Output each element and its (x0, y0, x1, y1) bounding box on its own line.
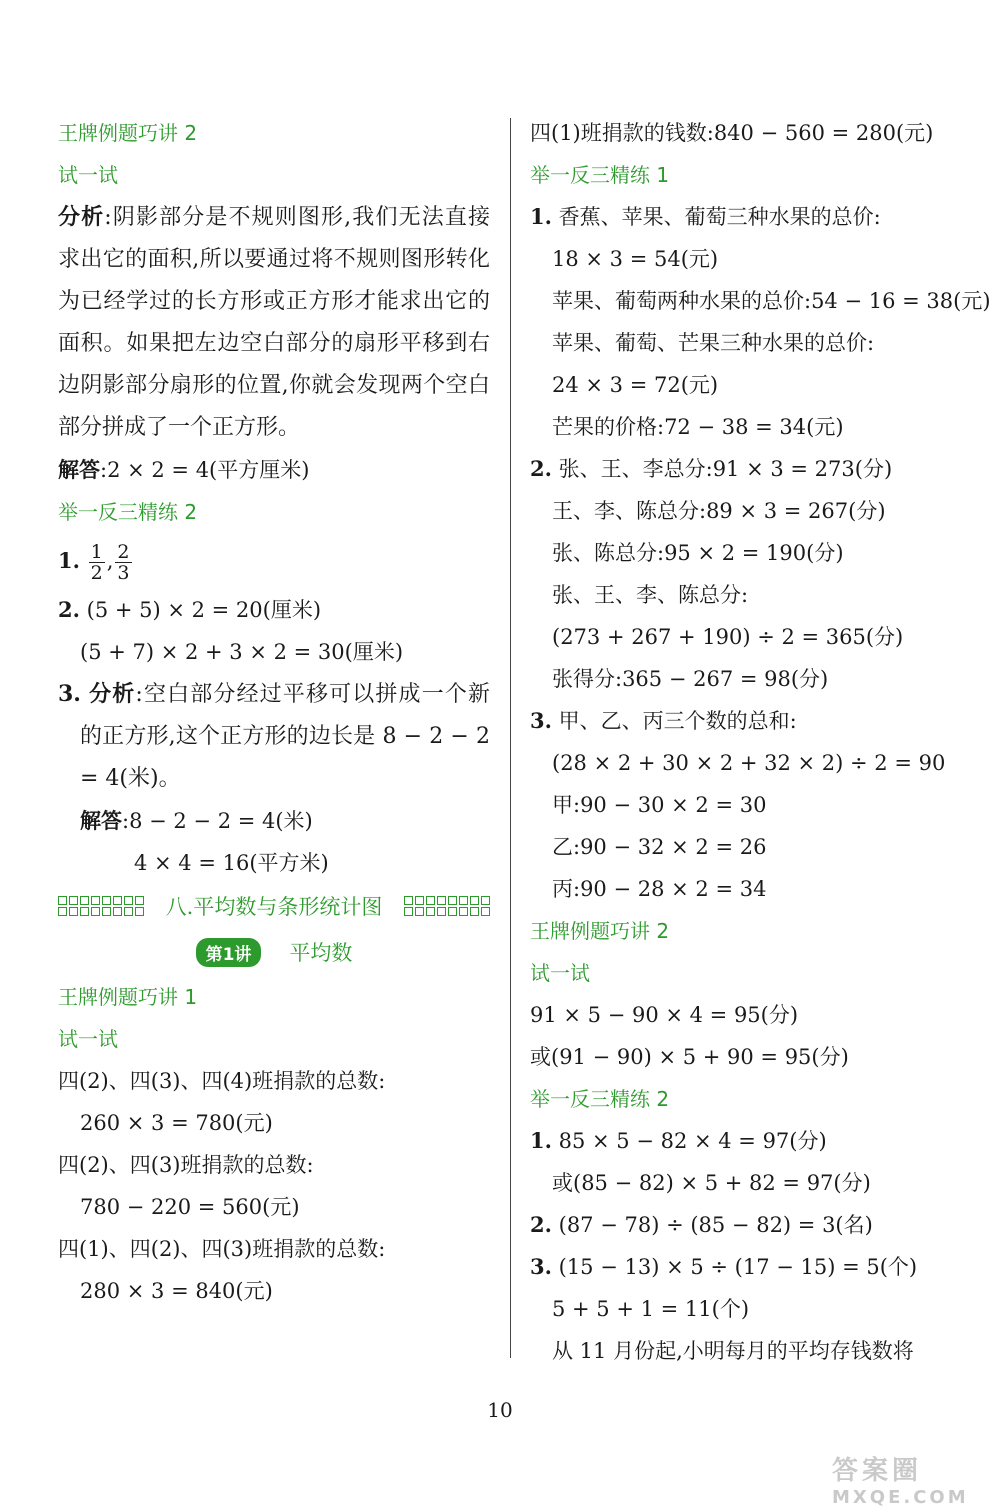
q3-answer-text-1: :8 − 2 − 2 = 4(米) (122, 809, 313, 833)
r-p3-number: 3. (530, 1254, 552, 1279)
section-title: 八.平均数与条形统计图 (165, 895, 383, 919)
heading-practice-2: 举一反三精练 2 (58, 500, 198, 524)
fraction-one-half: $\frac{1}{2}$ (90, 541, 103, 584)
q3-analysis (58, 673, 490, 800)
r-p1-text-1: 85 × 5 − 82 × 4 = 97(分) (558, 1129, 827, 1153)
q3-answer-line-1 (58, 800, 490, 842)
q3-analysis-label: 分析 (89, 681, 136, 707)
r-q2-line-4: 张、王、李、陈总分: (552, 583, 749, 607)
r-q3-line-3: 甲:90 − 30 × 2 = 30 (552, 793, 767, 817)
r-try-line-2: 或(91 − 90) × 5 + 90 = 95(分) (530, 1045, 849, 1069)
heading-practice-2-right: 举一反三精练 2 (530, 1087, 670, 1111)
r-q3-text-1: 甲、乙、丙三个数的总和: (558, 709, 797, 733)
watermark-top: 答案圈 (832, 1456, 923, 1486)
r-q1-line-5: 24 × 3 = 72(元) (552, 373, 719, 397)
r-p1-line-2: 或(85 − 82) × 5 + 82 = 97(分) (552, 1171, 871, 1195)
section-decoration-right (404, 896, 490, 916)
r-q3-number: 3. (530, 708, 552, 733)
answer-label: 解答 (58, 457, 100, 482)
r-q1-line-6: 芒果的价格:72 − 38 = 34(元) (552, 415, 844, 439)
q3-answer-line-2: 4 × 4 = 16(平方米) (134, 851, 329, 875)
q2-text-1: (5 + 5) × 2 = 20(厘米) (86, 598, 322, 622)
q2-number: 2. (58, 597, 80, 622)
r-q2-line-3: 张、陈总分:95 × 2 = 190(分) (552, 541, 844, 565)
r-q1-line-3: 苹果、葡萄两种水果的总价:54 − 16 = 38(元) (552, 289, 991, 313)
r-q1-line-1 (530, 196, 970, 238)
r-q1-number: 1. (530, 204, 552, 229)
heading-try-right: 试一试 (530, 961, 590, 985)
r-q1-line-4: 苹果、葡萄、芒果三种水果的总价: (552, 331, 875, 355)
q2-line-2: (5 + 7) × 2 + 3 × 2 = 30(厘米) (80, 640, 404, 664)
heading-practice-1: 举一反三精练 1 (530, 163, 670, 187)
r-p3-line-3: 从 11 月份起,小明每月的平均存钱数将 (552, 1339, 914, 1363)
r-try-line-1: 91 × 5 − 90 × 4 = 95(分) (530, 1003, 799, 1027)
r-q3-line-4: 乙:90 − 32 × 2 = 26 (552, 835, 767, 859)
right-column (530, 112, 991, 1372)
r-p3-text-1: (15 − 13) × 5 ÷ (17 − 15) = 5(个) (558, 1255, 918, 1279)
q3-analysis-text: :空白部分经过平移可以拼成一个新的正方形,这个正方形的边长是 8 − 2 − 2 = 4(米)。 (80, 682, 490, 791)
page-number: 10 (487, 1398, 513, 1422)
r-q1-text-1: 香蕉、苹果、葡萄三种水果的总价: (558, 205, 881, 229)
answer-line (58, 449, 490, 491)
answer-text: :2 × 2 = 4(平方厘米) (100, 458, 310, 482)
fraction-separator: , (106, 549, 114, 573)
lesson-title: 平均数 (289, 941, 353, 965)
r-q2-text-1: 张、王、李总分:91 × 3 = 273(分) (558, 457, 893, 481)
watermark-logo (832, 1450, 982, 1506)
left-line-5: 四(1)、四(2)、四(3)班捐款的总数: (58, 1237, 386, 1261)
q2-line-1 (58, 589, 490, 631)
r-q2-line-6: 张得分:365 − 267 = 98(分) (552, 667, 829, 691)
fraction-two-thirds: $\frac{2}{3}$ (117, 541, 130, 584)
r-p2-line-1 (530, 1204, 970, 1246)
r-p2-number: 2. (530, 1212, 552, 1237)
section-header (58, 884, 490, 928)
r-q2-line-5: (273 + 267 + 190) ÷ 2 = 365(分) (552, 625, 904, 649)
section-decoration-left (58, 896, 144, 916)
left-column (58, 112, 490, 1312)
q3-number: 3. (58, 681, 81, 707)
r-p1-line-1 (530, 1120, 970, 1162)
q1-number: 1. (58, 548, 80, 573)
r-q2-line-1 (530, 448, 970, 490)
heading-example-2-right: 王牌例题巧讲 2 (530, 919, 670, 943)
heading-try-2: 试一试 (58, 1027, 118, 1051)
r-p2-text-1: (87 − 78) ÷ (85 − 82) = 3(名) (558, 1213, 873, 1237)
r-p3-line-2: 5 + 5 + 1 = 11(个) (552, 1297, 750, 1321)
left-line-4: 780 − 220 = 560(元) (80, 1195, 300, 1219)
r-q2-line-2: 王、李、陈总分:89 × 3 = 267(分) (552, 499, 886, 523)
lesson-badge: 第1讲 (196, 938, 262, 967)
heading-try: 试一试 (58, 163, 118, 187)
r-p3-line-1 (530, 1246, 970, 1288)
left-line-3: 四(2)、四(3)班捐款的总数: (58, 1153, 314, 1177)
r-q3-line-1 (530, 700, 970, 742)
analysis-label: 分析 (58, 204, 105, 230)
r-q2-number: 2. (530, 456, 552, 481)
left-line-6: 280 × 3 = 840(元) (80, 1279, 273, 1303)
left-line-1: 四(2)、四(3)、四(4)班捐款的总数: (58, 1069, 386, 1093)
right-line-0: 四(1)班捐款的钱数:840 − 560 = 280(元) (530, 121, 934, 145)
analysis-text: :阴影部分是不规则图形,我们无法直接求出它的面积,所以要通过将不规则图形转化为已经学过的长方形或正方形才能求出它的面积。如果把左边空白部分的扇形平移到右边阴影部分扇形的位置,你就会发现两个空白部分拼成了一个正方形。 (58, 205, 490, 440)
q1-line (58, 533, 490, 589)
analysis-paragraph (58, 196, 490, 449)
heading-example-1: 王牌例题巧讲 1 (58, 985, 198, 1009)
r-q1-line-2: 18 × 3 = 54(元) (552, 247, 719, 271)
heading-example-2: 王牌例题巧讲 2 (58, 121, 198, 145)
left-line-2: 260 × 3 = 780(元) (80, 1111, 273, 1135)
r-q3-line-5: 丙:90 − 28 × 2 = 34 (552, 877, 767, 901)
lesson-header (58, 928, 490, 976)
q3-answer-label: 解答 (80, 808, 122, 833)
r-p1-number: 1. (530, 1128, 552, 1153)
r-q3-line-2: (28 × 2 + 30 × 2 + 32 × 2) ÷ 2 = 90 (552, 751, 946, 775)
watermark-bottom: MXQE.COM (832, 1487, 969, 1508)
column-divider (510, 118, 511, 1358)
